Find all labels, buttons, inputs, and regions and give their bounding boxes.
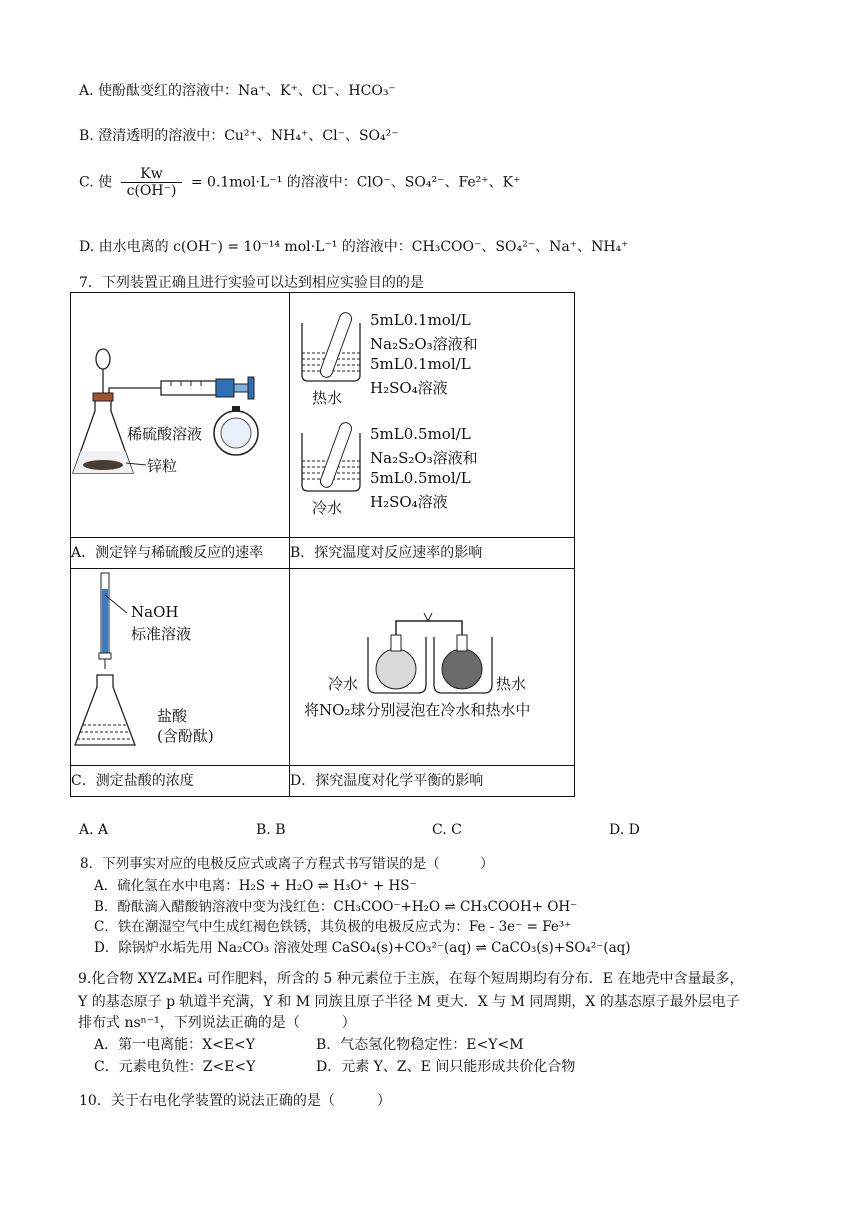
fraction-numerator: Kw [121, 166, 183, 183]
q8-option-b: B．酚酞滴入醋酸钠溶液中变为浅红色：CH₃COO⁻+H₂O ⇌ CH₃COOH+ OH⁻ [94, 899, 578, 915]
label-no2-description: 将NO₂球分别浸泡在冷水和热水中 [304, 701, 531, 719]
b-top-line-4: H₂SO₄溶液 [370, 379, 448, 397]
q6-option-a: A. 使酚酞变红的溶液中：Na⁺、K⁺、Cl⁻、HCO₃⁻ [79, 83, 396, 99]
caption-a: A．测定锌与稀硫酸反应的速率 [71, 538, 290, 569]
label-cold-water-d: 冷水 [328, 675, 359, 693]
q8-option-d: D．除锅炉水垢先用 Na₂CO₃ 溶液处理 CaSO₄(s)+CO₃²⁻(aq) ⇌ CaCO₃(s)+SO₄²⁻(aq) [94, 940, 631, 956]
q10-stem: 10．关于右电化学装置的说法正确的是（ ） [79, 1093, 391, 1109]
q9-option-b: B．气态氢化物稳定性：E<Y<M [316, 1037, 524, 1053]
q7-stem: 7．下列装置正确且进行实验可以达到相应实验目的的是 [79, 275, 424, 291]
label-hot-water-d: 热水 [496, 675, 527, 693]
label-dilute-sulfuric-acid: 稀硫酸溶液 [127, 425, 203, 443]
q7-answer-c: C. C [432, 822, 462, 838]
q8-option-a: A．硫化氢在水中电离：H₂S + H₂O ⇌ H₃O⁺ + HS⁻ [94, 878, 417, 894]
fraction-denominator: c(OH⁻) [126, 183, 177, 199]
q7-answer-d: D. D [609, 822, 640, 838]
b-bottom-line-4: H₂SO₄溶液 [370, 493, 448, 511]
cell-b-figure [290, 293, 575, 538]
experiment-table [70, 292, 575, 797]
q8-option-c: C．铁在潮湿空气中生成红褐色铁锈，其负极的电极反应式为：Fe - 3e⁻ = Fe³⁺ [94, 919, 572, 935]
q8-stem: 8．下列事实对应的电极反应式或离子方程式书写错误的是（ ） [80, 856, 494, 872]
q9-line-2: Y 的基态原子 p 轨道半充满，Y 和 M 同族且原子半径 M 更大．X 与 M 同周期，X 的基态原子最外层电子 [78, 994, 740, 1010]
q9-option-c: C．元素电负性：Z<E<Y [94, 1059, 256, 1075]
q9-option-d: D．元素 Y、Z、E 间只能形成共价化合物 [316, 1059, 576, 1075]
q9-line-3: 排布式 nsⁿ⁻¹，下列说法正确的是（ ） [78, 1015, 356, 1031]
label-naoh: NaOH [131, 603, 179, 621]
label-with-phenolphthalein: (含酚酞) [157, 727, 214, 745]
q7-answer-a: A. A [79, 822, 109, 838]
b-bottom-line-3: 5mL0.5mol/L [370, 469, 471, 487]
cell-c-figure [71, 569, 290, 766]
q7-answer-b: B. B [256, 822, 286, 838]
b-bottom-line-2: Na₂S₂O₃溶液和 [370, 449, 478, 467]
label-hydrochloric-acid: 盐酸 [157, 707, 188, 725]
b-top-line-1: 5mL0.1mol/L [370, 311, 471, 329]
no2-spheres-apparatus-icon [290, 569, 574, 765]
caption-d: D．探究温度对化学平衡的影响 [290, 766, 575, 797]
kw-fraction [121, 166, 183, 199]
cell-a-figure [71, 293, 290, 538]
caption-b: B．探究温度对反应速率的影响 [290, 538, 575, 569]
label-standard-solution: 标准溶液 [131, 625, 192, 643]
q6-option-c [79, 166, 521, 199]
q6-option-c-prefix: C. 使 [79, 174, 113, 191]
q6-option-d: D. 由水电离的 c(OH⁻) = 10⁻¹⁴ mol·L⁻¹ 的溶液中：CH₃COO⁻、SO₄²⁻、Na⁺、NH₄⁺ [79, 239, 629, 255]
q9-line-1: 9.化合物 XYZ₄ME₄ 可作肥料，所含的 5 种元素位于主族，在每个短周期均有分布．E 在地壳中含量最多， [78, 971, 744, 987]
b-top-line-3: 5mL0.1mol/L [370, 355, 471, 373]
zinc-acid-apparatus-icon [71, 293, 289, 537]
label-zinc-granules: 锌粒 [147, 457, 178, 475]
cell-d-figure [290, 569, 575, 766]
q6-option-b: B. 澄清透明的溶液中：Cu²⁺、NH₄⁺、Cl⁻、SO₄²⁻ [79, 128, 399, 144]
q6-option-c-suffix: = 0.1mol·L⁻¹ 的溶液中：ClO⁻、SO₄²⁻、Fe²⁺、K⁺ [190, 174, 521, 191]
caption-c: C．测定盐酸的浓度 [71, 766, 290, 797]
b-top-line-2: Na₂S₂O₃溶液和 [370, 335, 478, 353]
b-bottom-line-1: 5mL0.5mol/L [370, 425, 471, 443]
label-cold-water: 冷水 [312, 499, 343, 517]
label-hot-water: 热水 [312, 389, 343, 407]
q9-option-a: A．第一电离能：X<E<Y [94, 1037, 255, 1053]
